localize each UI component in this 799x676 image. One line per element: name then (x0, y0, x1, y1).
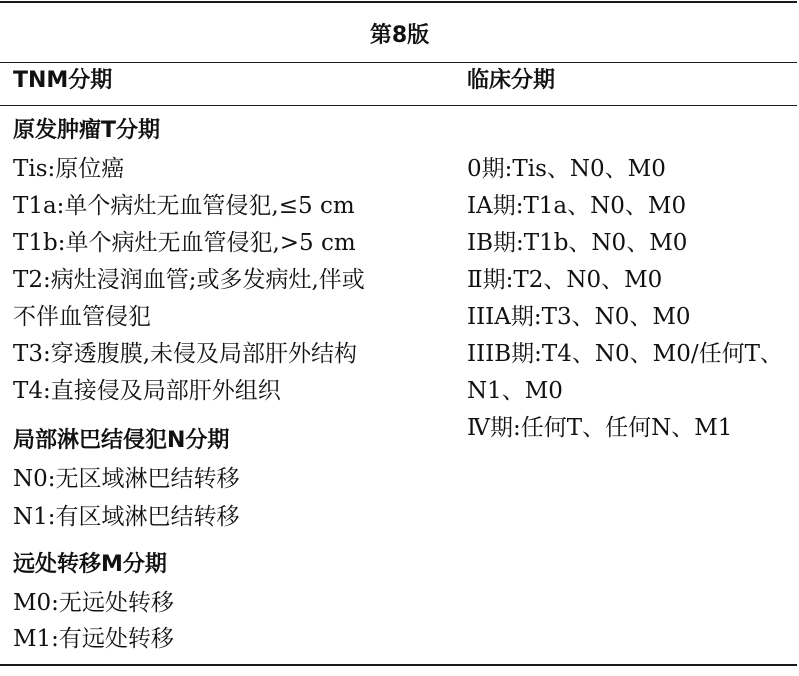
n-row-n1: N1:有区域淋巴结转移 (13, 504, 240, 530)
stage-iiib: IIIB期:T4、N0、M0/任何T、 (467, 341, 783, 367)
edition-title: 第8版 (369, 23, 430, 48)
t-row-t2: T2:病灶浸润血管;或多发病灶,伴或 (13, 267, 365, 293)
stage-ia: IA期:T1a、N0、M0 (467, 193, 687, 219)
top-rule (0, 1, 797, 3)
t-row-t3: T3:穿透腹膜,未侵及局部肝外结构 (13, 341, 358, 367)
n-row-n0: N0:无区域淋巴结转移 (13, 466, 240, 492)
header-rule (0, 62, 797, 63)
stage-iiib-cont: N1、M0 (467, 378, 563, 404)
section-heading-t: 原发肿瘤T分期 (13, 118, 161, 143)
stage-ib: IB期:T1b、N0、M0 (467, 230, 688, 256)
stage-iiia: IIIA期:T3、N0、M0 (467, 304, 691, 330)
m-row-m1: M1:有远处转移 (13, 626, 174, 652)
t-row-tis: Tis:原位癌 (13, 156, 125, 182)
col2-header: 临床分期 (467, 68, 556, 93)
stage-iv: Ⅳ期:任何T、任何N、M1 (467, 415, 733, 441)
section-heading-n: 局部淋巴结侵犯N分期 (13, 428, 230, 453)
m-row-m0: M0:无远处转移 (13, 590, 174, 616)
stage-ii: Ⅱ期:T2、N0、M0 (467, 267, 663, 293)
stage-0: 0期:Tis、N0、M0 (467, 156, 666, 182)
t-row-t1a: T1a:单个病灶无血管侵犯,≤5 cm (13, 193, 355, 219)
t-row-t1b: T1b:单个病灶无血管侵犯,>5 cm (13, 230, 356, 256)
section-heading-m: 远处转移M分期 (13, 552, 167, 577)
col1-header: TNM分期 (13, 68, 113, 93)
t-row-t2-cont: 不伴血管侵犯 (13, 304, 151, 330)
t-row-t4: T4:直接侵及局部肝外组织 (13, 378, 281, 404)
body-rule (0, 105, 797, 106)
bottom-rule (0, 664, 797, 666)
